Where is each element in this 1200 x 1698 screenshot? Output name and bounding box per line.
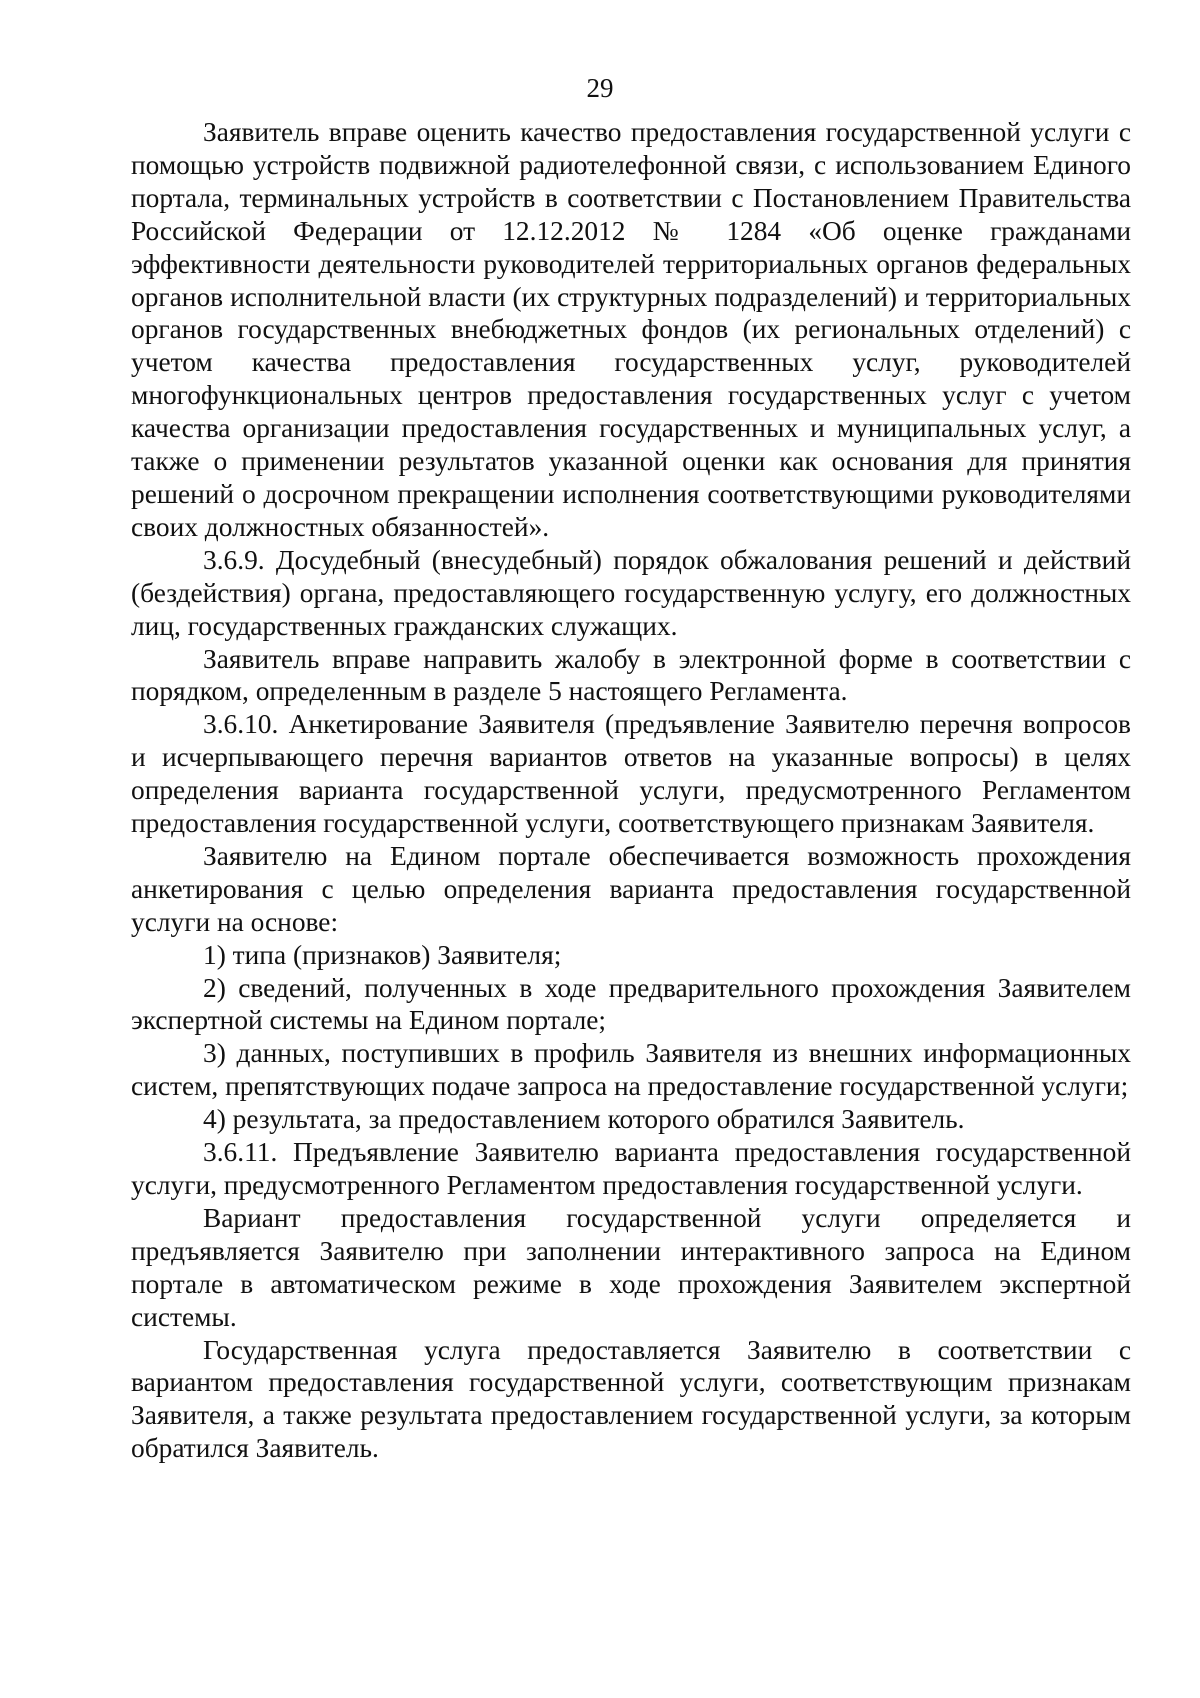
- paragraph-section-3-6-11: 3.6.11. Предъявление Заявителю варианта предоставления государственной услуги, предусмотренного Регламентом предоставления государственной услуги.: [131, 1137, 1131, 1200]
- paragraph-complaint-right: Заявитель вправе направить жалобу в электронной форме в соответствии с порядком, определенным в разделе 5 настоящего Регламента.: [131, 643, 1131, 707]
- list-item-2: 2) сведений, полученных в ходе предварительного прохождения Заявителем экспертной системы на Едином портале;: [131, 972, 1131, 1036]
- paragraph-section-3-6-10: 3.6.10. Анкетирование Заявителя (предъявление Заявителю перечня вопросов и исчерпывающего перечня вариантов ответов на указанные вопросы) в целях определения варианта государственной услуги, предусмотренного Регламентом предоставления государственной услуги, соответствующего признакам Заявителя.: [131, 709, 1131, 839]
- paragraph-section-3-6-9: 3.6.9. Досудебный (внесудебный) порядок обжалования решений и действий (бездействия) органа, предоставляющего государственную услугу, его должностных лиц, государственных гражданских служащих.: [131, 544, 1131, 641]
- list-item-1: 1) типа (признаков) Заявителя;: [203, 939, 562, 970]
- page-number: 29: [586, 73, 614, 103]
- document-body: [131, 116, 1131, 1465]
- paragraph-assessment-rights: Заявитель вправе оценить качество предоставления государственной услуги с помощью устройств подвижной радиотелефонной связи, с использованием Единого портала, терминальных устройств в соответствии с Постановлением Правительства Российской Федерации от 12.12.2012 № 1284 «Об оценке гражданами эффективности деятельности руководителей территориальных органов федеральных органов исполнительной власти (их структурных подразделений) и территориальных органов государственных внебюджетных фондов (их региональных отделений) с учетом качества предоставления государственных услуг, руководителей многофункциональных центров предоставления государственных услуг с учетом качества организации предоставления государственных и муниципальных услуг, а также о применении результатов указанной оценки как основания для принятия решений о досрочном прекращении исполнения соответствующими руководителями своих должностных обязанностей».: [131, 117, 1131, 542]
- paragraph-service-provision: Государственная услуга предоставляется Заявителю в соответствии с вариантом предоставления государственной услуги, соответствующим признакам Заявителя, а также результата предоставлением государственной услуги, за которым обратился Заявитель.: [131, 1334, 1131, 1464]
- paragraph-variant-determination: Вариант предоставления государственной услуги определяется и предъявляется Заявителю при заполнении интерактивного запроса на Едином портале в автоматическом режиме в ходе прохождения Заявителем экспертной системы.: [131, 1202, 1131, 1332]
- list-item-4: 4) результата, за предоставлением которого обратился Заявитель.: [203, 1104, 965, 1135]
- paragraph-questionnaire-basis: Заявителю на Едином портале обеспечивается возможность прохождения анкетирования с целью определения варианта предоставления государственной услуги на основе:: [131, 840, 1131, 937]
- list-item-3: 3) данных, поступивших в профиль Заявителя из внешних информационных систем, препятствующих подаче запроса на предоставление государственной услуги;: [131, 1038, 1131, 1102]
